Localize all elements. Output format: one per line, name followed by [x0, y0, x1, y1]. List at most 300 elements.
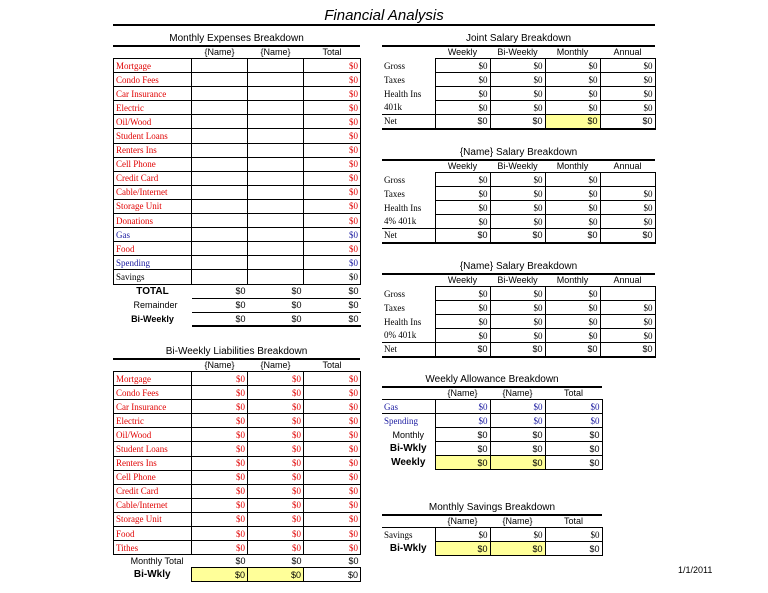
total-cell[interactable]: $0	[304, 256, 361, 270]
input-cell[interactable]	[192, 143, 248, 157]
table-cell[interactable]: $0	[490, 287, 545, 301]
input-cell[interactable]	[248, 171, 304, 185]
table-cell[interactable]: $0	[600, 59, 655, 73]
table-row	[382, 173, 655, 187]
table-cell[interactable]: $0	[192, 298, 248, 312]
total-cell[interactable]: $0	[304, 185, 361, 199]
table-row	[114, 512, 361, 526]
table-cell[interactable]: $0	[248, 312, 304, 326]
table-cell[interactable]: $0	[304, 414, 361, 428]
table-cell[interactable]: $0	[248, 442, 304, 456]
table-cell[interactable]: $0	[545, 287, 600, 301]
name-salary-section-2	[382, 261, 655, 358]
table-row	[114, 428, 361, 442]
table-cell[interactable]: $0	[435, 115, 490, 129]
table-row	[114, 400, 361, 414]
table-row	[114, 386, 361, 400]
table-cell[interactable]: $0	[248, 541, 304, 555]
row-label: 401k	[384, 102, 402, 113]
table-row	[114, 484, 361, 498]
page-title: Financial Analysis	[324, 7, 444, 24]
input-cell[interactable]	[248, 185, 304, 199]
table-header-row	[382, 516, 602, 528]
row-label: 0% 401k	[384, 330, 417, 341]
table-cell[interactable]: $0	[435, 343, 490, 357]
table-cell[interactable]: $0	[248, 386, 304, 400]
table-cell[interactable]: $0	[192, 555, 248, 568]
input-cell[interactable]	[248, 270, 304, 284]
row-label: Electric	[114, 101, 192, 115]
table-row	[382, 187, 655, 201]
table-row	[114, 129, 361, 143]
table-cell[interactable]: $0	[600, 87, 655, 101]
row-label: Storage Unit	[114, 199, 192, 213]
input-cell[interactable]	[192, 270, 248, 284]
table-row	[114, 541, 361, 555]
table-cell[interactable]: $0	[304, 298, 361, 312]
row-label: Mortgage	[114, 372, 192, 386]
table-row	[114, 456, 361, 470]
table-cell[interactable]: $0	[435, 428, 490, 442]
row-label: Spending	[114, 256, 192, 270]
table-row	[382, 101, 655, 115]
column-header: Weekly	[447, 161, 478, 171]
table-cell[interactable]: $0	[192, 484, 248, 498]
table-cell[interactable]: $0	[490, 87, 545, 101]
table-cell[interactable]: $0	[435, 59, 490, 73]
table-cell[interactable]: $0	[490, 414, 545, 428]
row-label: Health Ins	[384, 316, 422, 327]
table-cell[interactable]: $0	[490, 442, 545, 456]
weekly-allowance-section	[382, 374, 602, 470]
table-row	[382, 73, 655, 87]
table-cell[interactable]: $0	[435, 229, 490, 243]
table-cell[interactable]: $0	[192, 386, 248, 400]
monthly-savings-table	[382, 516, 603, 556]
input-cell[interactable]	[192, 171, 248, 185]
table-row	[114, 143, 361, 157]
input-cell[interactable]	[248, 228, 304, 242]
header-spacer	[382, 388, 435, 400]
table-cell[interactable]: $0	[248, 484, 304, 498]
table-cell[interactable]: $0	[435, 287, 490, 301]
input-cell[interactable]	[192, 59, 248, 73]
input-cell[interactable]	[248, 199, 304, 213]
total-row	[114, 284, 361, 298]
table-row	[114, 228, 361, 242]
row-label: Cell Phone	[114, 470, 192, 484]
row-label: Monthly	[392, 429, 424, 440]
input-cell[interactable]	[248, 256, 304, 270]
table-cell[interactable]: $0	[248, 456, 304, 470]
table-cell[interactable]: $0	[600, 187, 655, 201]
monthly-expenses-section	[113, 33, 360, 327]
row-label: Oil/Wood	[114, 428, 192, 442]
table-cell[interactable]: $0	[304, 400, 361, 414]
row-label: Bi-Wkly	[133, 569, 171, 581]
table-row	[382, 442, 602, 456]
table-cell[interactable]: $0	[248, 512, 304, 526]
table-cell[interactable]: $0	[435, 528, 490, 542]
table-cell[interactable]: $0	[545, 414, 602, 428]
row-label: Net	[382, 115, 435, 129]
table-cell[interactable]: $0	[435, 315, 490, 329]
table-cell[interactable]: $0	[304, 442, 361, 456]
table-cell[interactable]: $0	[304, 456, 361, 470]
table-cell[interactable]: $0	[490, 542, 545, 556]
input-cell[interactable]	[248, 242, 304, 256]
row-label: Taxes	[384, 188, 405, 199]
column-header: Bi-Weekly	[497, 161, 538, 171]
table-cell[interactable]: $0	[600, 73, 655, 87]
row-label: Savings	[382, 528, 435, 542]
row-label: Car Insurance	[114, 87, 192, 101]
column-header: {Name}	[447, 388, 478, 398]
section-title: {Name} Salary Breakdown	[459, 261, 578, 272]
table-cell[interactable]: $0	[600, 101, 655, 115]
table-cell[interactable]: $0	[192, 312, 248, 326]
table-cell[interactable]: $0	[435, 101, 490, 115]
total-cell[interactable]: $0	[304, 143, 361, 157]
table-cell[interactable]: $0	[304, 386, 361, 400]
row-label: Food	[114, 242, 192, 256]
table-cell[interactable]: $0	[600, 301, 655, 315]
section-title: Weekly Allowance Breakdown	[425, 374, 559, 385]
table-cell[interactable]: $0	[192, 400, 248, 414]
liabilities-section	[113, 346, 360, 582]
table-cell[interactable]: $0	[435, 400, 490, 414]
table-cell[interactable]: $0	[192, 442, 248, 456]
row-label: Mortgage	[114, 59, 192, 73]
table-header-row	[382, 47, 655, 59]
table-cell[interactable]: $0	[192, 470, 248, 484]
input-cell[interactable]	[248, 157, 304, 171]
table-cell[interactable]: $0	[600, 229, 655, 243]
row-label: Tithes	[114, 541, 192, 555]
column-header: Monthly	[556, 275, 589, 285]
table-cell[interactable]: $0	[600, 215, 655, 229]
table-cell[interactable]: $0	[192, 372, 248, 386]
input-cell[interactable]	[192, 157, 248, 171]
row-label: Remainder	[133, 300, 178, 310]
table-row	[382, 287, 655, 301]
joint-salary-table	[382, 47, 656, 130]
expenses-table	[113, 47, 361, 327]
row-label: Renters Ins	[114, 456, 192, 470]
row-label: Bi-Wkly	[389, 443, 427, 454]
table-cell[interactable]: $0	[545, 201, 600, 215]
table-cell[interactable]: $0	[192, 284, 248, 298]
input-cell[interactable]	[192, 101, 248, 115]
input-cell[interactable]	[192, 214, 248, 228]
input-cell[interactable]	[248, 73, 304, 87]
liabilities-table	[113, 360, 361, 582]
column-header: {Name}	[260, 360, 291, 370]
biwkly-row	[114, 568, 361, 582]
monthly-savings-section	[382, 502, 602, 556]
input-cell[interactable]	[192, 87, 248, 101]
table-cell[interactable]: $0	[490, 301, 545, 315]
row-label: Cell Phone	[114, 157, 192, 171]
table-cell[interactable]: $0	[435, 173, 490, 187]
row-label: Gross	[384, 288, 406, 299]
table-cell[interactable]: $0	[545, 428, 602, 442]
table-cell[interactable]: $0	[304, 484, 361, 498]
table-cell[interactable]: $0	[490, 201, 545, 215]
table-cell[interactable]: $0	[490, 229, 545, 243]
input-cell[interactable]	[248, 101, 304, 115]
total-cell[interactable]: $0	[304, 214, 361, 228]
row-label: Gross	[384, 174, 406, 185]
input-cell[interactable]	[192, 228, 248, 242]
table-cell[interactable]: $0	[248, 428, 304, 442]
table-cell[interactable]: $0	[304, 527, 361, 541]
table-cell[interactable]: $0	[490, 73, 545, 87]
table-header-row	[382, 388, 602, 400]
column-header: {Name}	[204, 360, 235, 370]
monthly-total-row	[114, 555, 361, 568]
input-cell[interactable]	[192, 242, 248, 256]
table-row	[114, 185, 361, 199]
table-cell[interactable]: $0	[435, 442, 490, 456]
section-title: Monthly Savings Breakdown	[428, 502, 556, 513]
table-cell[interactable]: $0	[192, 512, 248, 526]
row-label: Cable/Internet	[114, 498, 192, 512]
row-label: Credit Card	[114, 484, 192, 498]
table-cell[interactable]: $0	[490, 59, 545, 73]
table-cell[interactable]: $0	[435, 329, 490, 343]
table-row	[382, 428, 602, 442]
table-cell[interactable]: $0	[600, 329, 655, 343]
input-cell[interactable]	[192, 199, 248, 213]
column-header: Total	[322, 47, 342, 57]
table-cell[interactable]: $0	[545, 456, 602, 470]
total-cell[interactable]: $0	[304, 228, 361, 242]
row-label: Health Ins	[384, 202, 422, 213]
table-row	[382, 542, 602, 556]
table-cell[interactable]: $0	[490, 215, 545, 229]
name-salary-section-1	[382, 147, 655, 244]
table-cell[interactable]: $0	[435, 215, 490, 229]
table-row	[114, 414, 361, 428]
table-cell[interactable]: $0	[192, 414, 248, 428]
total-cell[interactable]: $0	[304, 270, 361, 284]
table-cell[interactable]: $0	[435, 301, 490, 315]
table-cell[interactable]: $0	[545, 400, 602, 414]
table-cell[interactable]: $0	[490, 115, 545, 129]
table-cell[interactable]: $0	[545, 101, 600, 115]
table-row	[114, 242, 361, 256]
column-header: {Name}	[502, 388, 533, 398]
table-cell[interactable]: $0	[192, 428, 248, 442]
table-cell[interactable]: $0	[435, 456, 490, 470]
table-cell[interactable]: $0	[545, 315, 600, 329]
table-cell[interactable]: $0	[545, 301, 600, 315]
row-label: 4% 401k	[384, 216, 417, 227]
table-cell[interactable]: $0	[490, 187, 545, 201]
table-cell[interactable]: $0	[248, 400, 304, 414]
total-cell[interactable]: $0	[304, 242, 361, 256]
table-cell[interactable]: $0	[545, 87, 600, 101]
table-cell[interactable]: $0	[248, 298, 304, 312]
table-cell[interactable]: $0	[248, 498, 304, 512]
table-cell[interactable]: $0	[545, 229, 600, 243]
total-cell[interactable]: $0	[304, 87, 361, 101]
table-cell[interactable]	[600, 173, 655, 187]
total-cell[interactable]: $0	[304, 73, 361, 87]
table-row	[382, 87, 655, 101]
table-cell[interactable]: $0	[545, 442, 602, 456]
table-cell[interactable]: $0	[248, 470, 304, 484]
table-cell[interactable]: $0	[304, 372, 361, 386]
section-title: Bi-Weekly Liabilities Breakdown	[165, 346, 308, 357]
table-cell[interactable]: $0	[248, 414, 304, 428]
table-row	[382, 201, 655, 215]
table-cell[interactable]: $0	[192, 527, 248, 541]
table-cell[interactable]	[600, 287, 655, 301]
row-label: Savings	[114, 270, 192, 284]
table-cell[interactable]: $0	[545, 329, 600, 343]
table-cell[interactable]: $0	[435, 73, 490, 87]
table-cell[interactable]: $0	[304, 312, 361, 326]
total-cell[interactable]: $0	[304, 157, 361, 171]
row-label: Electric	[114, 414, 192, 428]
table-row	[114, 442, 361, 456]
table-cell[interactable]: $0	[304, 568, 361, 582]
table-cell[interactable]: $0	[490, 456, 545, 470]
table-cell[interactable]: $0	[192, 541, 248, 555]
row-label: Food	[114, 527, 192, 541]
table-cell[interactable]: $0	[490, 428, 545, 442]
row-label: Car Insurance	[114, 400, 192, 414]
total-cell[interactable]: $0	[304, 199, 361, 213]
table-row	[382, 456, 602, 470]
table-cell[interactable]: $0	[435, 542, 490, 556]
table-cell[interactable]: $0	[248, 284, 304, 298]
row-label: Student Loans	[114, 442, 192, 456]
table-cell[interactable]: $0	[600, 315, 655, 329]
table-row	[382, 115, 655, 129]
input-cell[interactable]	[248, 129, 304, 143]
table-cell[interactable]: $0	[192, 568, 248, 582]
table-cell[interactable]: $0	[248, 527, 304, 541]
column-header: {Name}	[204, 47, 235, 57]
table-row	[382, 315, 655, 329]
name-salary-table	[382, 275, 656, 358]
row-label: Health Ins	[384, 88, 422, 99]
table-cell[interactable]: $0	[490, 329, 545, 343]
table-cell[interactable]: $0	[304, 555, 361, 568]
column-header: Bi-Weekly	[497, 275, 538, 285]
row-label: Net	[382, 229, 435, 243]
total-cell[interactable]: $0	[304, 115, 361, 129]
table-cell[interactable]: $0	[248, 372, 304, 386]
table-cell[interactable]: $0	[545, 528, 602, 542]
table-cell[interactable]: $0	[192, 498, 248, 512]
table-cell[interactable]: $0	[192, 456, 248, 470]
table-cell[interactable]: $0	[248, 568, 304, 582]
row-label: Student Loans	[114, 129, 192, 143]
table-row	[114, 372, 361, 386]
table-cell[interactable]: $0	[545, 215, 600, 229]
table-cell[interactable]: $0	[304, 284, 361, 298]
table-cell[interactable]: $0	[545, 187, 600, 201]
input-cell[interactable]	[248, 143, 304, 157]
table-cell[interactable]: $0	[490, 173, 545, 187]
table-cell[interactable]: $0	[490, 343, 545, 357]
table-row	[382, 414, 602, 428]
input-cell[interactable]	[192, 115, 248, 129]
input-cell[interactable]	[192, 185, 248, 199]
table-cell[interactable]: $0	[304, 428, 361, 442]
biweekly-row	[114, 312, 361, 326]
table-cell[interactable]: $0	[435, 187, 490, 201]
table-row	[114, 214, 361, 228]
column-header: Total	[563, 516, 583, 526]
table-cell[interactable]: $0	[490, 528, 545, 542]
table-row	[382, 215, 655, 229]
input-cell[interactable]	[192, 73, 248, 87]
total-cell[interactable]: $0	[304, 101, 361, 115]
input-cell[interactable]	[248, 115, 304, 129]
column-header: Annual	[613, 161, 642, 171]
table-cell[interactable]: $0	[545, 115, 600, 129]
input-cell[interactable]	[248, 214, 304, 228]
table-cell[interactable]: $0	[304, 541, 361, 555]
table-cell[interactable]: $0	[545, 343, 600, 357]
table-cell[interactable]: $0	[545, 73, 600, 87]
input-cell[interactable]	[192, 129, 248, 143]
section-title: Monthly Expenses Breakdown	[169, 33, 304, 44]
table-row	[114, 199, 361, 213]
table-cell[interactable]: $0	[545, 59, 600, 73]
column-header: Weekly	[447, 275, 478, 285]
table-row	[114, 73, 361, 87]
table-header-row	[382, 161, 655, 173]
row-label: Condo Fees	[114, 386, 192, 400]
total-cell[interactable]: $0	[304, 129, 361, 143]
table-cell[interactable]: $0	[490, 400, 545, 414]
input-cell[interactable]	[192, 256, 248, 270]
table-cell[interactable]: $0	[435, 201, 490, 215]
table-cell[interactable]: $0	[545, 542, 602, 556]
row-label: Spending	[382, 414, 435, 428]
total-cell[interactable]: $0	[304, 171, 361, 185]
row-label: Net	[382, 343, 435, 357]
table-cell[interactable]: $0	[435, 414, 490, 428]
column-header: Annual	[613, 275, 642, 285]
table-cell[interactable]: $0	[545, 173, 600, 187]
total-cell[interactable]: $0	[304, 59, 361, 73]
table-cell[interactable]: $0	[248, 555, 304, 568]
table-cell[interactable]: $0	[304, 470, 361, 484]
table-cell[interactable]: $0	[304, 512, 361, 526]
header-spacer	[382, 275, 435, 287]
table-cell[interactable]: $0	[435, 87, 490, 101]
input-cell[interactable]	[248, 59, 304, 73]
table-row	[382, 400, 602, 414]
row-label: Condo Fees	[114, 73, 192, 87]
table-cell[interactable]: $0	[490, 315, 545, 329]
table-row	[114, 256, 361, 270]
input-cell[interactable]	[248, 87, 304, 101]
table-cell[interactable]: $0	[304, 498, 361, 512]
table-cell[interactable]: $0	[600, 343, 655, 357]
table-cell[interactable]: $0	[600, 201, 655, 215]
table-cell[interactable]: $0	[600, 115, 655, 129]
table-cell[interactable]: $0	[490, 101, 545, 115]
column-header: {Name}	[260, 47, 291, 57]
